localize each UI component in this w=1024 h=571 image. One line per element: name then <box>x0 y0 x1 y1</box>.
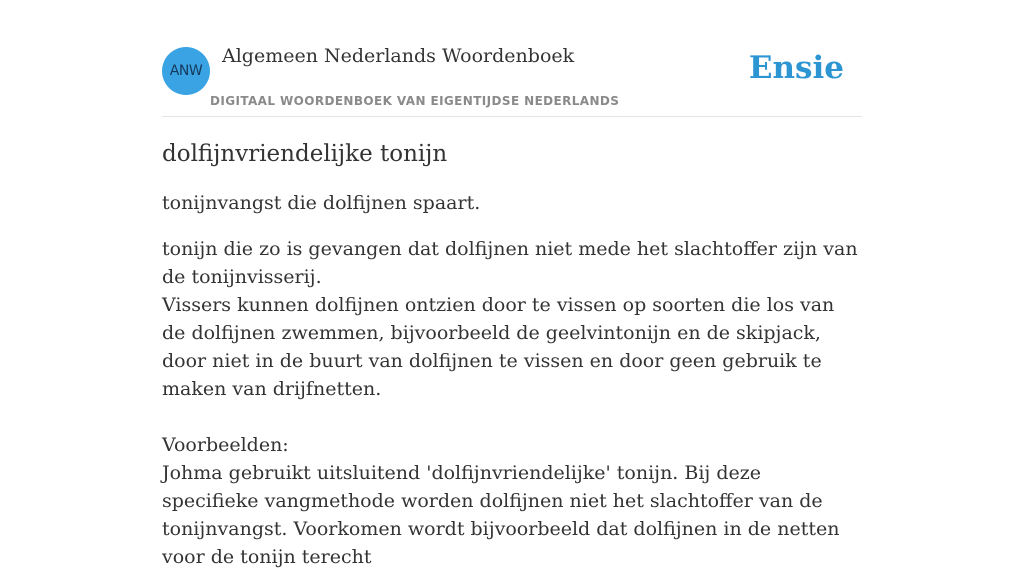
paragraph-spacer <box>162 403 862 431</box>
examples-text: Johma gebruikt uitsluitend 'dolfijnvriendelijke' tonijn. Bij deze specifieke vangmethode worden dolfijnen niet het slachtoffer van de tonijnvangst. Voorkomen wordt bijvoorbeeld dat dolfijnen in de netten voor de tonijn terecht <box>162 462 840 568</box>
entry-body <box>162 235 862 571</box>
entry-paragraph: Vissers kunnen dolfijnen ontzien door te vissen op soorten die los van de dolfijnen zwemmen, bijvoorbeeld de geelvintonijn en de skipjack, door niet in de buurt van dolfijnen te vissen en door geen gebruik te maken van drijfnetten. <box>162 294 835 400</box>
site-title[interactable]: Algemeen Nederlands Woordenboek <box>222 45 575 67</box>
entry-paragraph: tonijn die zo is gevangen dat dolfijnen niet mede het slachtoffer zijn van de tonijnvisserij. <box>162 238 858 288</box>
entry-definition: tonijnvangst die dolfijnen spaart. <box>162 192 481 214</box>
entry-headword: dolfijnvriendelijke tonijn <box>162 141 448 167</box>
site-header <box>162 0 862 117</box>
page-content <box>162 0 862 571</box>
logo-text: ANW <box>169 63 203 79</box>
examples-label: Voorbeelden: <box>162 434 289 456</box>
ensie-brand-logo[interactable]: Ensie <box>748 50 844 86</box>
anw-logo[interactable] <box>162 47 210 95</box>
site-subtitle: DIGITAAL WOORDENBOEK VAN EIGENTIJDSE NEDERLANDS <box>210 94 620 108</box>
